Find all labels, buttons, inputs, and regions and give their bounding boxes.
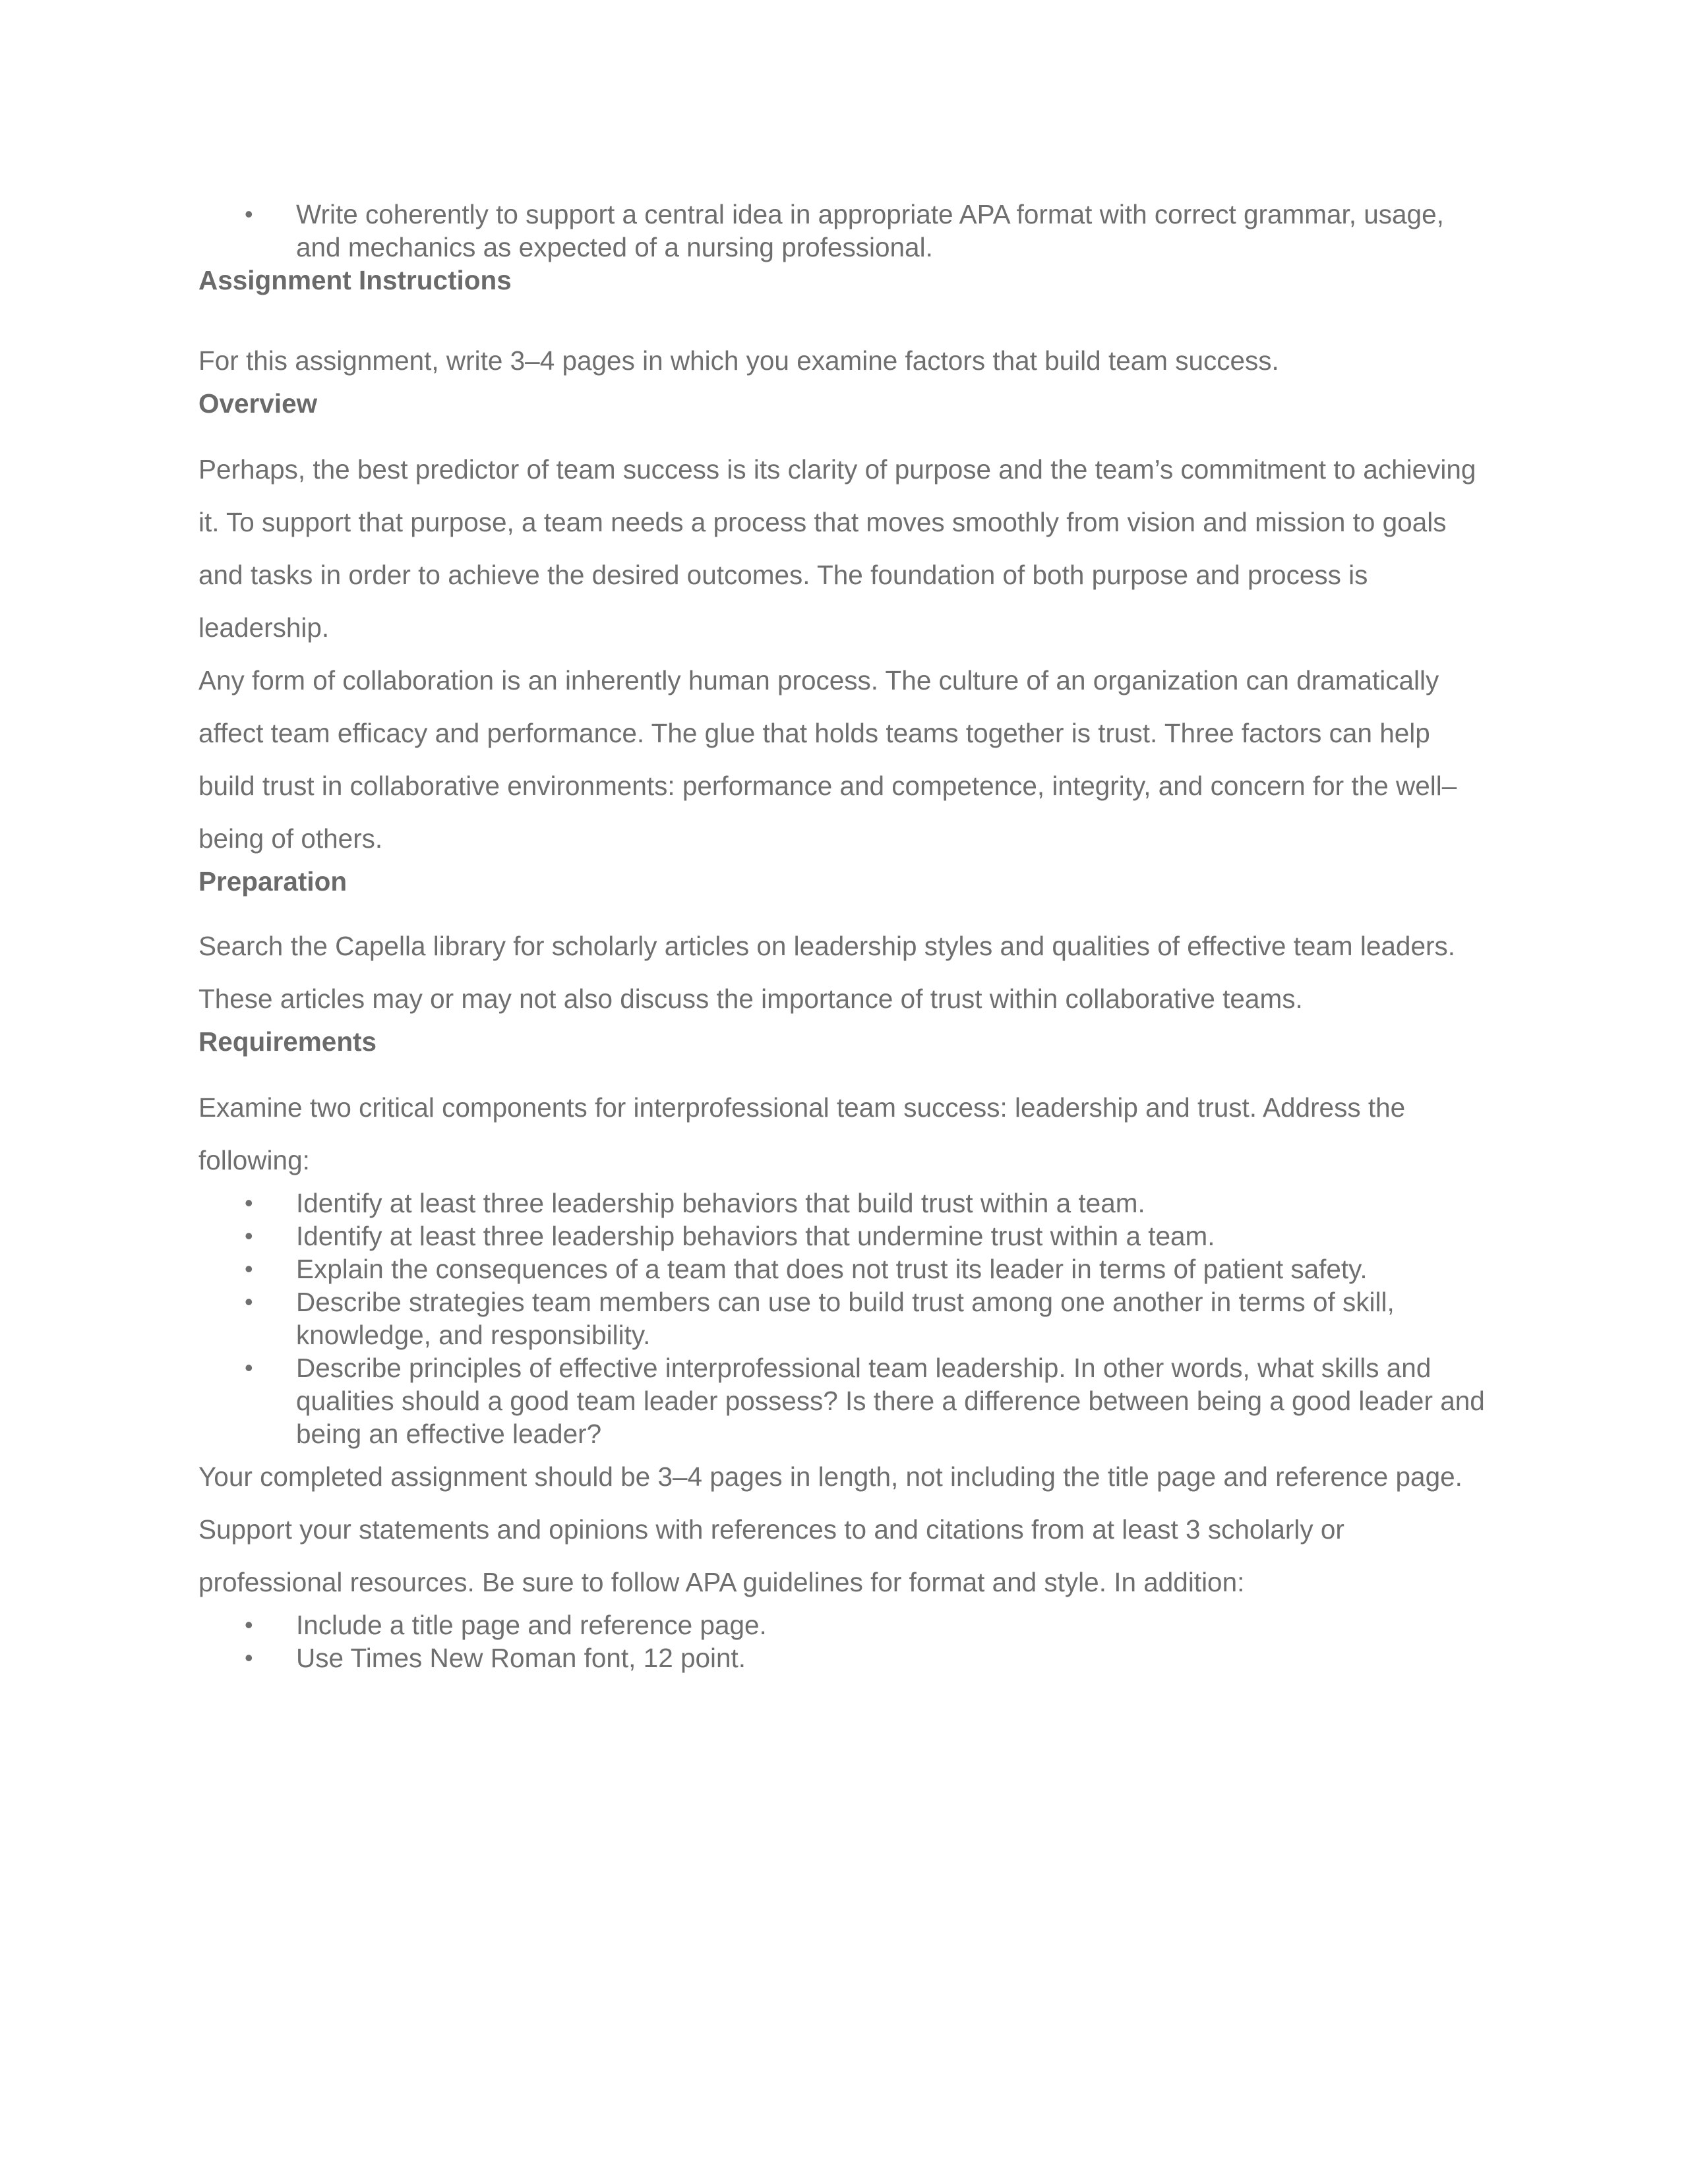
list-item xyxy=(198,1285,1491,1351)
list-item-text: Write coherently to support a central idea in appropriate APA format with correct grammar, usage, and mechanics as expected of a nursing professional. xyxy=(296,199,1444,262)
bullet-icon: • xyxy=(245,1644,253,1671)
list-item-text: Use Times New Roman font, 12 point. xyxy=(296,1643,746,1673)
list-item xyxy=(198,198,1491,264)
list-item xyxy=(198,1220,1491,1253)
intro-bullet-list xyxy=(198,198,1491,264)
bullet-icon: • xyxy=(245,1288,253,1315)
assignment-instructions-text: For this assignment, write 3–4 pages in which you examine factors that build team success. xyxy=(198,345,1279,376)
list-item xyxy=(198,1608,1491,1641)
bullet-icon: • xyxy=(245,1189,253,1216)
bullet-icon: • xyxy=(245,1611,253,1638)
requirements-closing-paragraph: Your completed assignment should be 3–4 pages in length, not including the title page and reference page. Support your statements and opinions with references to and citations from at least 3 scholarly or professional resources. Be sure to follow APA guidelines for format and style. In addition: xyxy=(198,1461,1462,1597)
requirements-heading: Requirements xyxy=(198,1026,377,1057)
preparation-heading: Preparation xyxy=(198,866,347,897)
list-item-text: Include a title page and reference page. xyxy=(296,1610,767,1640)
overview-paragraph-2: Any form of collaboration is an inherently human process. The culture of an organization can dramatically affect team efficacy and performance. The glue that holds teams together is trust. Three factors can help build trust in collaborative environments: performance and competence, integrity, and concern for the well–being of others. xyxy=(198,665,1457,854)
assignment-instructions-heading: Assignment Instructions xyxy=(198,265,512,295)
list-item-text: Explain the consequences of a team that does not trust its leader in terms of patient safety. xyxy=(296,1254,1368,1284)
bullet-icon: • xyxy=(245,200,253,227)
bullet-icon: • xyxy=(245,1222,253,1249)
list-item-text: Describe principles of effective interprofessional team leadership. In other words, what skills and qualities should a good team leader possess? Is there a difference between being a good leader and being an effective leader? xyxy=(296,1353,1485,1449)
list-item-text: Describe strategies team members can use to build trust among one another in terms of skill, knowledge, and responsibility. xyxy=(296,1287,1395,1350)
list-item xyxy=(198,1187,1491,1220)
final-bullet-list xyxy=(198,1608,1491,1674)
bullet-icon: • xyxy=(245,1354,253,1381)
preparation-text: Search the Capella library for scholarly articles on leadership styles and qualities of effective team leaders. These articles may or may not also discuss the importance of trust within collaborative teams. xyxy=(198,931,1455,1014)
overview-paragraph-1: Perhaps, the best predictor of team success is its clarity of purpose and the team’s commitment to achieving it. To support that purpose, a team needs a process that moves smoothly from vision and mission to goals and tasks in order to achieve the desired outcomes. The foundation of both purpose and process is leadership. xyxy=(198,454,1476,643)
document-content xyxy=(198,198,1491,1674)
list-item xyxy=(198,1253,1491,1285)
list-item xyxy=(198,1351,1491,1450)
list-item-text: Identify at least three leadership behaviors that undermine trust within a team. xyxy=(296,1221,1215,1251)
overview-heading: Overview xyxy=(198,388,318,419)
list-item-text: Identify at least three leadership behaviors that build trust within a team. xyxy=(296,1188,1145,1218)
requirements-bullet-list xyxy=(198,1187,1491,1450)
requirements-intro: Examine two critical components for interprofessional team success: leadership and trust. Address the following: xyxy=(198,1092,1406,1175)
list-item xyxy=(198,1641,1491,1674)
bullet-icon: • xyxy=(245,1255,253,1282)
